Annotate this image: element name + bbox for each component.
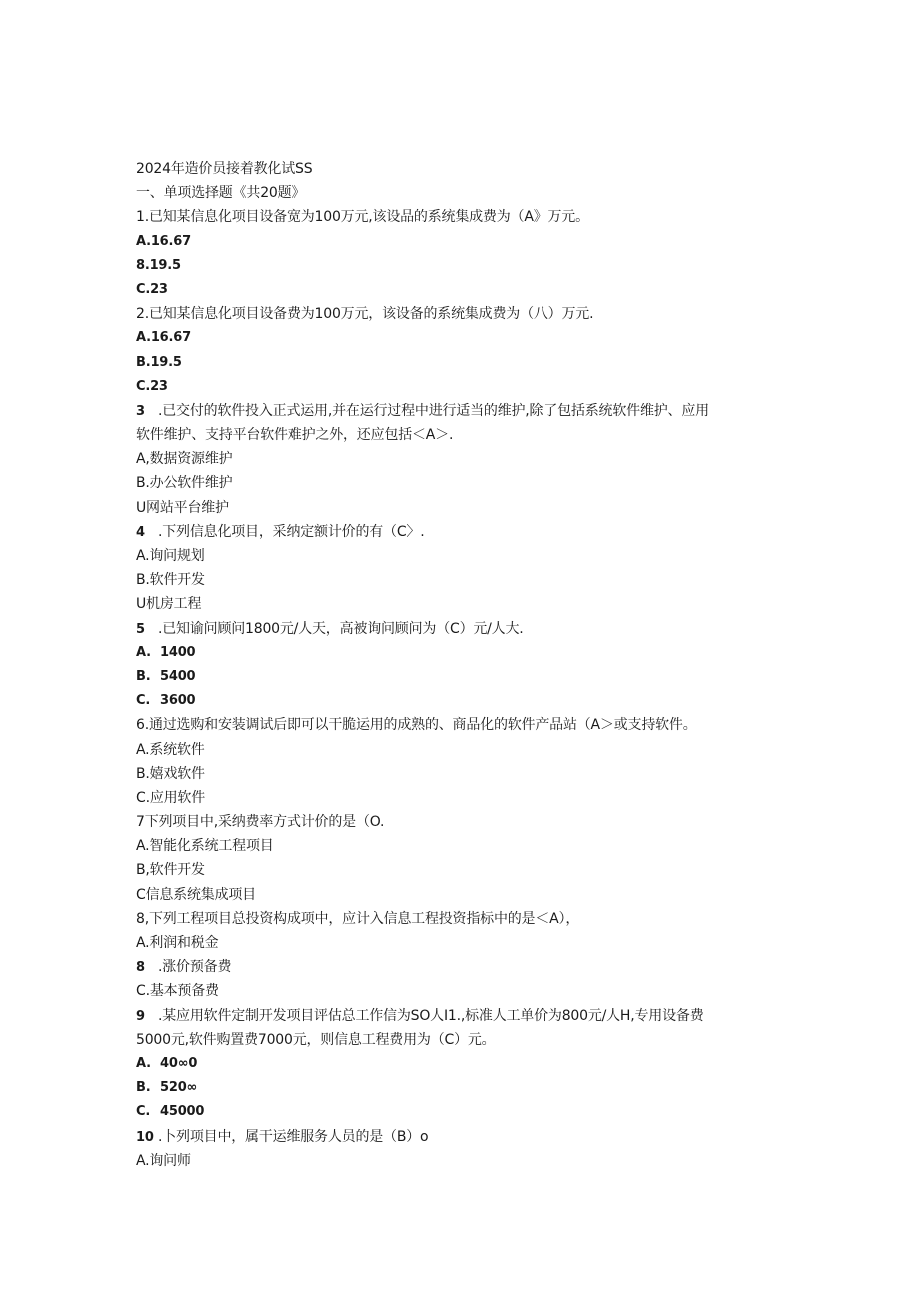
q6-option-c: C.应用软件	[136, 789, 206, 806]
question-2: 2.已知某信息化项目设备费为100万元，该设备的系统集成费为（八）万元.	[136, 306, 594, 323]
q5-option-c	[136, 689, 796, 713]
q6-option-a: A.系统软件	[136, 741, 205, 758]
q10-number: 10	[136, 1129, 154, 1145]
q5-option-c-label: C.	[136, 693, 151, 709]
q3-number: 3	[136, 403, 145, 419]
q9-option-c	[136, 1100, 796, 1124]
q9-option-c-value: 45000	[160, 1104, 205, 1120]
q6-option-b: B.嬉戏软件	[136, 765, 205, 782]
question-3	[136, 399, 796, 423]
q5-option-a-value: 1400	[160, 644, 196, 660]
q9-option-a	[136, 1052, 796, 1076]
q1-option-c: C.23	[136, 281, 168, 297]
q4-option-b: B.软件开发	[136, 572, 205, 589]
question-1: 1.已知某信息化项目设备宽为100万元,该设品的系统集成费为（A》万元。	[136, 209, 589, 226]
q7-option-a: A.智能化系统工程项目	[136, 838, 274, 855]
q8-option-c: C.基本预备费	[136, 983, 219, 1000]
q3-option-c: U网站平台维护	[136, 499, 229, 516]
question-8: 8,下列工程项目总投资构成项中，应计入信息工程投资指标中的是＜A），	[136, 910, 580, 927]
section-heading: 一、单项选择题《共20题》	[136, 185, 306, 202]
q4-text: .下列信息化项目，采纳定额计价的有（C〉.	[158, 523, 425, 540]
q4-option-c: U机房工程	[136, 596, 202, 613]
q5-option-b-label: B.	[136, 668, 151, 684]
question-5	[136, 617, 796, 641]
q2-option-c: C.23	[136, 378, 168, 394]
q8-option-b	[136, 955, 796, 979]
q5-option-b-value: 5400	[160, 668, 196, 684]
q9-option-a-label: A.	[136, 1055, 151, 1071]
q5-number: 5	[136, 621, 145, 637]
q2-option-b: B.19.5	[136, 354, 182, 370]
question-7: 7下列项目中,采纳费率方式计价的是（O.	[136, 814, 385, 831]
q4-option-a: A.询问规划	[136, 548, 205, 564]
q8-option-a: A.利润和税金	[136, 935, 219, 951]
document-title: 2024年造价员接着教化试SS	[136, 161, 313, 177]
q10-text: .卜列项目中，属干运维服务人员的是（B）o	[158, 1128, 429, 1145]
q9-option-b-value: 520∞	[160, 1080, 198, 1096]
question-6: 6.通过选购和安装调试后即可以干脆运用的成熟的、商品化的软件产品站（A＞或支持软件。	[136, 717, 697, 734]
q10-option-a: A.询问师	[136, 1152, 191, 1169]
q5-option-a	[136, 641, 796, 665]
q9-number: 9	[136, 1008, 145, 1024]
q5-option-a-label: A.	[136, 644, 151, 660]
q7-option-b: B,软件开发	[136, 862, 205, 879]
document-body	[136, 157, 796, 1173]
question-10	[136, 1125, 796, 1149]
q8-option-b-number: 8	[136, 960, 145, 976]
q5-text: .已知谕问顾问1800元/人天，高被询问顾问为（C）元/人大.	[158, 620, 524, 637]
q3-option-b: B.办公软件维护	[136, 475, 233, 492]
q9-option-b	[136, 1076, 796, 1100]
q5-option-b	[136, 665, 796, 689]
question-4	[136, 520, 796, 544]
q9-option-a-value: 40∞0	[160, 1055, 198, 1071]
q9-text: .某应用软件定制开发项目评估总工作信为SO人I1.,标准人工单价为800元/人H,专用设备费	[158, 1007, 704, 1024]
q4-number: 4	[136, 524, 145, 540]
question-3-cont: 软件维护、支持平台软件难护之外，还应包括＜A＞.	[136, 427, 454, 444]
q9-option-c-label: C.	[136, 1104, 151, 1120]
q9-option-b-label: B.	[136, 1080, 151, 1096]
question-9-cont: 5000元,软件购置费7000元，则信息工程费用为（C）元。	[136, 1031, 496, 1048]
q3-option-a: A,数据资源维护	[136, 451, 233, 468]
q7-option-c: C信息系统集成项目	[136, 886, 256, 903]
q1-option-b: 8.19.5	[136, 257, 181, 273]
q2-option-a: A.16.67	[136, 330, 191, 346]
q1-option-a: A.16.67	[136, 233, 191, 249]
q3-text: .已交付的软件投入正式运用,并在运行过程中进行适当的维护,除了包括系统软件维护、应用	[158, 402, 709, 419]
q8-option-b-text: .涨价预备费	[158, 959, 232, 976]
q5-option-c-value: 3600	[160, 693, 196, 709]
question-9	[136, 1004, 796, 1028]
